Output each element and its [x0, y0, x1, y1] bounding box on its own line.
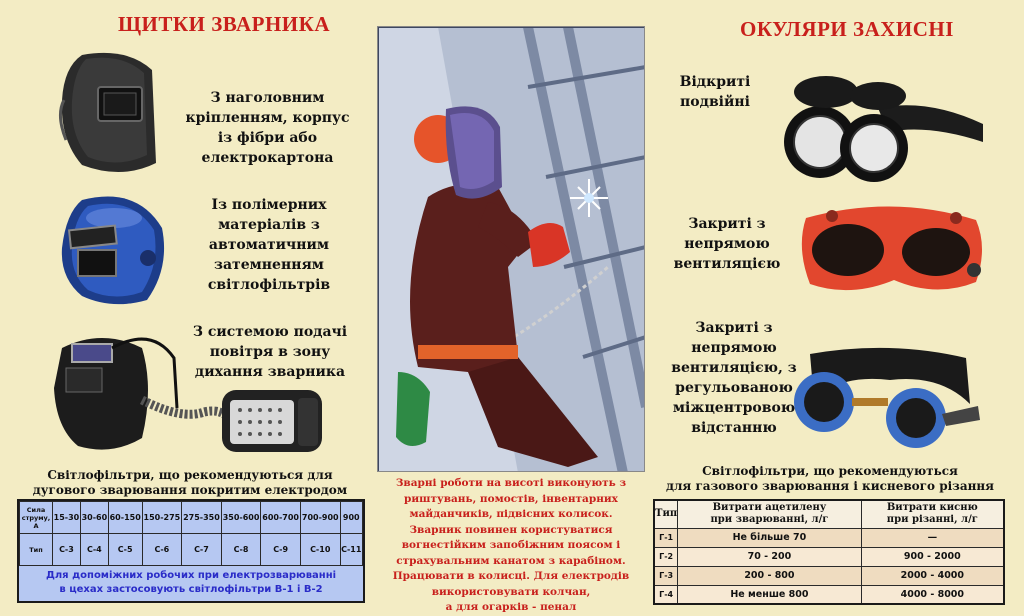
current-cell: 900	[340, 502, 362, 534]
shields-title: ЩИТКИ ЗВАРНИКА	[118, 12, 331, 36]
goggles-caption-1: Відкриті подвійні	[679, 74, 751, 110]
type-cell: С-6	[142, 534, 182, 566]
safety-instructions-text: Зварні роботи на висоті виконують з риштувань, помостів, інвентарних майданчиків, підвісних колисок. Зварник повинен користуватися вогнестійким запобіжним поясом і страхувальним канатом з карабіном. Працювати в колисці. Для електродів використовувати колчан, а для огарків - пенал	[392, 477, 630, 613]
acetylene-header-cell: Витрати ацетилену при зварюванні, л/г	[678, 500, 861, 528]
current-cell: 600-700	[261, 502, 301, 534]
oxygen-cell: —	[861, 528, 1004, 547]
current-cell: 700-900	[300, 502, 340, 534]
current-cell: 60-150	[108, 502, 142, 534]
current-cell: 30-60	[80, 502, 108, 534]
gas-filters-heading: Світлофільтри, що рекомендуються для газового зварювання і кисневого різання	[665, 464, 995, 493]
current-cell: 15-30	[53, 502, 81, 534]
table-header-row	[654, 500, 1004, 528]
table-row	[654, 547, 1004, 566]
type-header-cell: Тип	[654, 500, 678, 528]
type-cell: С-11	[340, 534, 362, 566]
type-cell: С-5	[108, 534, 142, 566]
type-header-cell: Тип	[20, 534, 53, 566]
table-row	[20, 502, 363, 534]
table-row	[654, 585, 1004, 604]
welder-scene-icon	[378, 27, 645, 472]
open-double-goggles-icon	[778, 64, 990, 182]
acetylene-cell: Не більше 70	[678, 528, 861, 547]
arc-filters-table	[17, 499, 365, 603]
type-cell: С-8	[221, 534, 261, 566]
shield-caption-3: З системою подачі повітря в зону дихання зварника	[192, 324, 348, 380]
table-row	[654, 566, 1004, 585]
closed-goggles-indirect-vent-icon	[796, 198, 990, 298]
goggles-title: ОКУЛЯРИ ЗАХИСНІ	[740, 17, 954, 41]
oxygen-cell: 900 - 2000	[861, 547, 1004, 566]
oxygen-cell: 2000 - 4000	[861, 566, 1004, 585]
shield-caption-1: З наголовним кріпленням, корпус із фібри або електрокартона	[185, 90, 350, 166]
type-cell: С-7	[182, 534, 222, 566]
table-row	[654, 528, 1004, 547]
type-cell: Г-4	[654, 585, 678, 604]
oxygen-header-cell: Витрати кисню при різанні, л/г	[861, 500, 1004, 528]
arc-filters-heading: Світлофільтри, що рекомендуються для дугового зварювання покритим електродом	[32, 468, 348, 497]
welding-helmet-auto-darkening-icon	[52, 188, 172, 310]
welder-at-height-illustration	[377, 26, 645, 472]
current-cell: 150-275	[142, 502, 182, 534]
type-cell: Г-1	[654, 528, 678, 547]
current-header-cell: Сила струму, А	[20, 502, 53, 534]
auxiliary-filters-note: Для допоміжних робочих при електрозварюванні в цехах застосовують світлофільтри В-1 і В-2	[45, 570, 337, 595]
type-cell: С-4	[80, 534, 108, 566]
adjustable-goggles-icon	[790, 344, 986, 454]
type-cell: С-10	[300, 534, 340, 566]
oxygen-cell: 4000 - 8000	[861, 585, 1004, 604]
goggles-caption-2: Закриті з непрямою вентиляцією	[673, 216, 781, 272]
gas-filters-table	[653, 499, 1005, 605]
current-cell: 350-600	[221, 502, 261, 534]
type-cell: С-9	[261, 534, 301, 566]
type-cell: Г-2	[654, 547, 678, 566]
welding-helmet-fiber-icon	[52, 45, 162, 180]
shield-caption-2: Із полімерних матеріалів з автоматичним затемненням світлофільтрів	[207, 197, 331, 293]
acetylene-cell: 200 - 800	[678, 566, 861, 585]
goggles-caption-3: Закриті з непрямою вентиляцією, з регульованою міжцентровою відстанню	[671, 320, 797, 436]
type-cell: С-3	[53, 534, 81, 566]
acetylene-cell: Не менше 800	[678, 585, 861, 604]
table-row	[20, 534, 363, 566]
type-cell: Г-3	[654, 566, 678, 585]
current-cell: 275-350	[182, 502, 222, 534]
acetylene-cell: 70 - 200	[678, 547, 861, 566]
